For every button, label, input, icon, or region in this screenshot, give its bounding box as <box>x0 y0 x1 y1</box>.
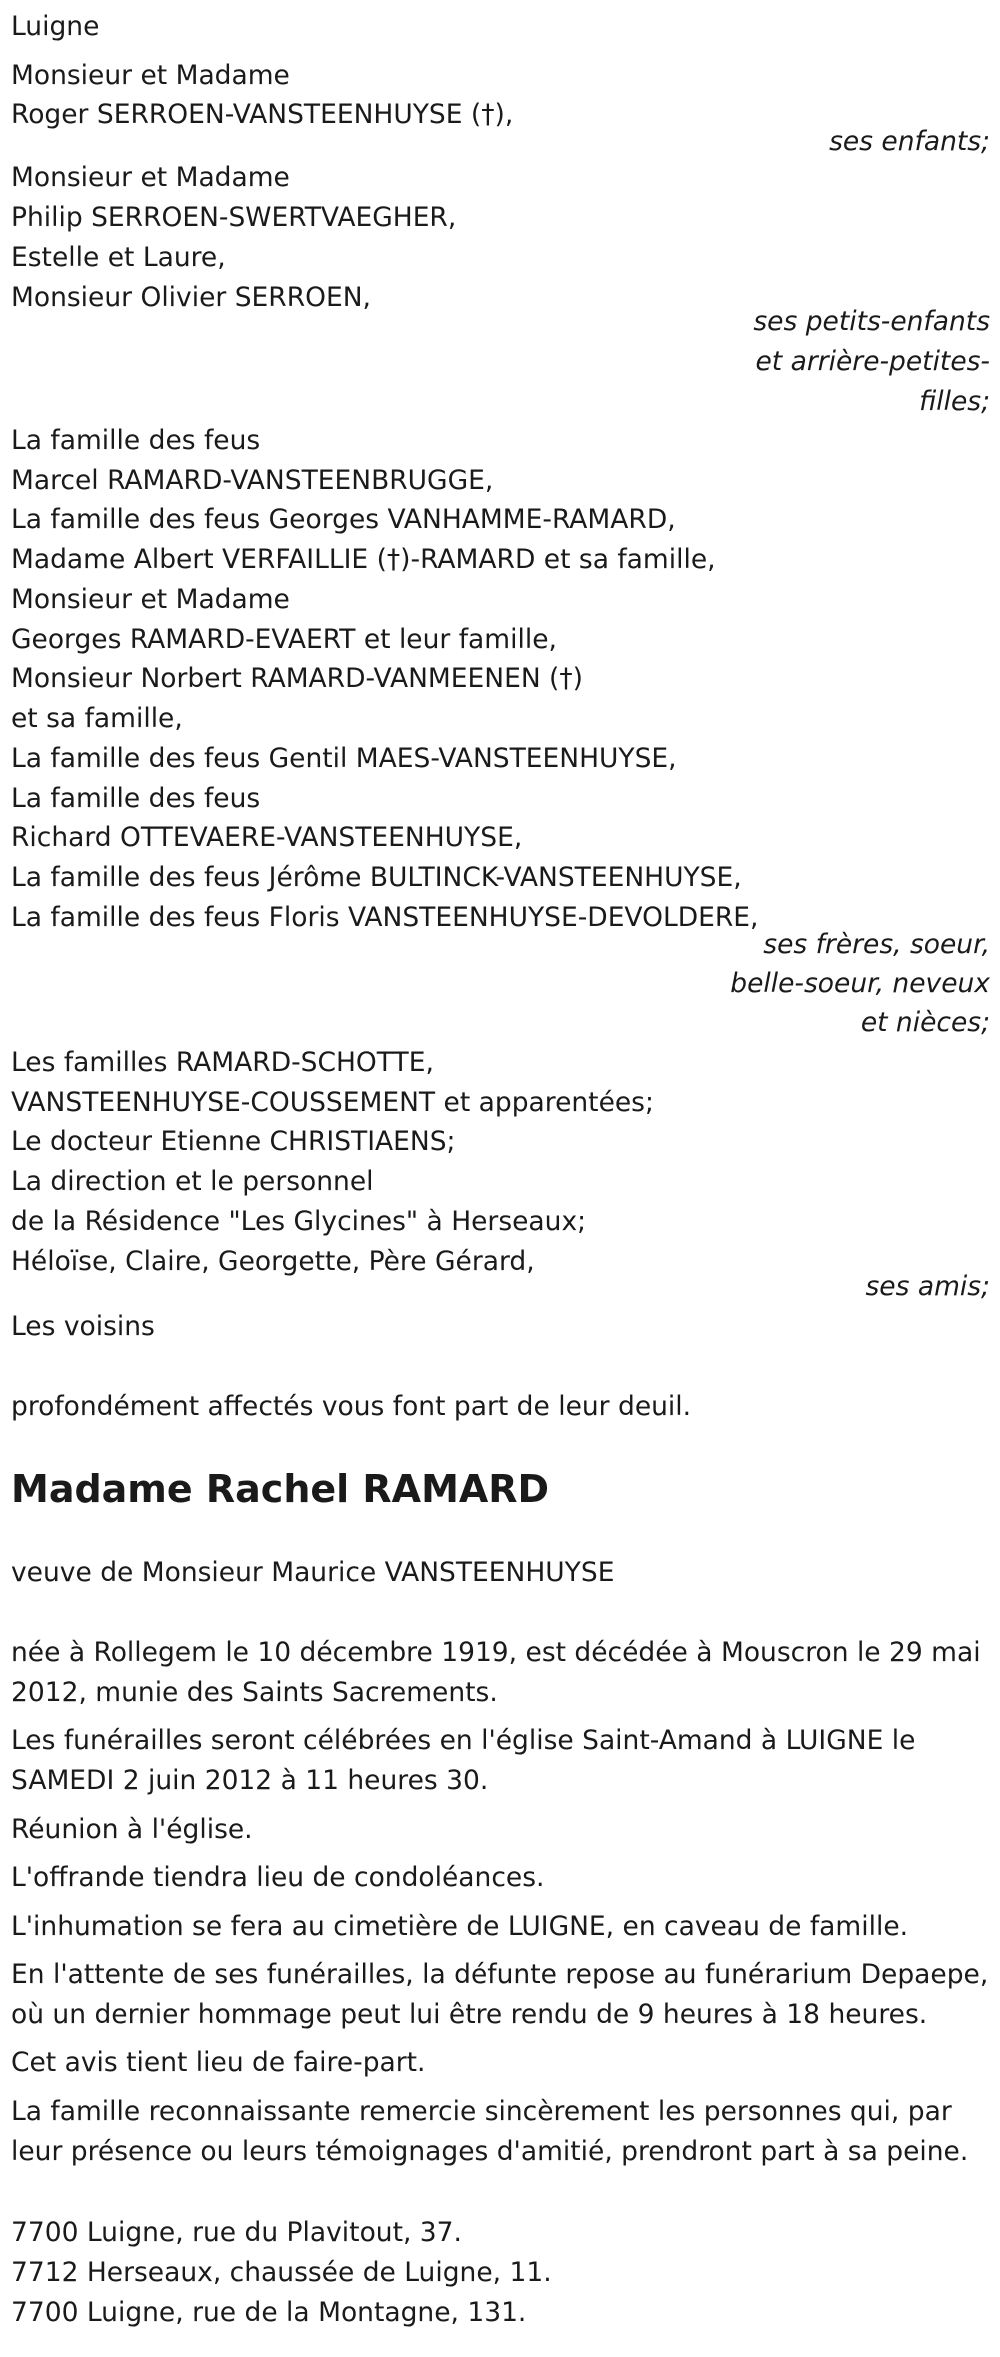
details-line: où un dernier hommage peut lui être rendu de 9 heures à 18 heures. <box>11 1999 928 2030</box>
siblings-line: Monsieur Norbert RAMARD-VANMEENEN (†) <box>11 663 583 694</box>
friends-line: Héloïse, Claire, Georgette, Père Gérard, <box>11 1246 535 1277</box>
grandchildren-line: Estelle et Laure, <box>11 242 226 273</box>
grandchildren-role: ses petits-enfants <box>753 306 990 337</box>
details-line: La famille reconnaissante remercie sincèrement les personnes qui, par <box>11 2096 952 2127</box>
address-line: 7712 Herseaux, chaussée de Luigne, 11. <box>11 2257 552 2288</box>
children-line: Roger SERROEN-VANSTEENHUYSE (†), <box>11 99 514 130</box>
announcement-line: profondément affectés vous font part de leur deuil. <box>11 1391 692 1422</box>
details-line: leur présence ou leurs témoignages d'amitié, prendront part à sa peine. <box>11 2136 969 2167</box>
details-line: 2012, munie des Saints Sacrements. <box>11 1677 498 1708</box>
friends-line: Le docteur Etienne CHRISTIAENS; <box>11 1126 456 1157</box>
details-line: L'inhumation se fera au cimetière de LUIGNE, en caveau de famille. <box>11 1911 909 1942</box>
details-line: L'offrande tiendra lieu de condoléances. <box>11 1862 545 1893</box>
grandchildren-role: et arrière-petites- <box>755 346 990 377</box>
details-line: En l'attente de ses funérailles, la défunte repose au funérarium Depaepe, <box>11 1959 989 1990</box>
siblings-line: Marcel RAMARD-VANSTEENBRUGGE, <box>11 465 494 496</box>
siblings-line: Monsieur et Madame <box>11 584 290 615</box>
siblings-line: La famille des feus Georges VANHAMME-RAMARD, <box>11 504 676 535</box>
siblings-role: belle-soeur, neveux <box>730 968 990 999</box>
siblings-line: et sa famille, <box>11 703 183 734</box>
details-line: Cet avis tient lieu de faire-part. <box>11 2047 426 2078</box>
friends-line: La direction et le personnel <box>11 1166 374 1197</box>
friends-role: ses amis; <box>865 1271 990 1302</box>
children-role: ses enfants; <box>829 126 990 157</box>
details-line: née à Rollegem le 10 décembre 1919, est décédée à Mouscron le 29 mai <box>11 1637 981 1668</box>
grandchildren-line: Monsieur et Madame <box>11 162 290 193</box>
details-line: Les funérailles seront célébrées en l'église Saint-Amand à LUIGNE le <box>11 1725 916 1756</box>
place-heading: Luigne <box>11 11 100 42</box>
neighbours-line: Les voisins <box>11 1311 155 1342</box>
widow-line: veuve de Monsieur Maurice VANSTEENHUYSE <box>11 1557 615 1588</box>
grandchildren-role: filles; <box>919 386 990 417</box>
address-line: 7700 Luigne, rue de la Montagne, 131. <box>11 2297 527 2328</box>
siblings-line: La famille des feus Jérôme BULTINCK-VANSTEENHUYSE, <box>11 862 742 893</box>
details-line: SAMEDI 2 juin 2012 à 11 heures 30. <box>11 1765 489 1796</box>
friends-line: Les familles RAMARD-SCHOTTE, <box>11 1047 434 1078</box>
siblings-role: ses frères, soeur, <box>763 929 990 960</box>
siblings-line: La famille des feus <box>11 783 261 814</box>
siblings-line: La famille des feus <box>11 425 261 456</box>
friends-line: VANSTEENHUYSE-COUSSEMENT et apparentées; <box>11 1087 654 1118</box>
deceased-name: Madame Rachel RAMARD <box>11 1467 550 1511</box>
siblings-line: Georges RAMARD-EVAERT et leur famille, <box>11 624 557 655</box>
siblings-line: La famille des feus Gentil MAES-VANSTEENHUYSE, <box>11 743 677 774</box>
grandchildren-line: Philip SERROEN-SWERTVAEGHER, <box>11 202 457 233</box>
siblings-line: La famille des feus Floris VANSTEENHUYSE-DEVOLDERE, <box>11 902 759 933</box>
address-line: 7700 Luigne, rue du Plavitout, 37. <box>11 2217 462 2248</box>
siblings-line: Madame Albert VERFAILLIE (†)-RAMARD et sa famille, <box>11 544 716 575</box>
grandchildren-line: Monsieur Olivier SERROEN, <box>11 282 371 313</box>
friends-line: de la Résidence "Les Glycines" à Herseaux; <box>11 1206 587 1237</box>
details-line: Réunion à l'église. <box>11 1814 253 1845</box>
siblings-line: Richard OTTEVAERE-VANSTEENHUYSE, <box>11 822 523 853</box>
siblings-role: et nièces; <box>860 1007 990 1038</box>
children-line: Monsieur et Madame <box>11 60 290 91</box>
